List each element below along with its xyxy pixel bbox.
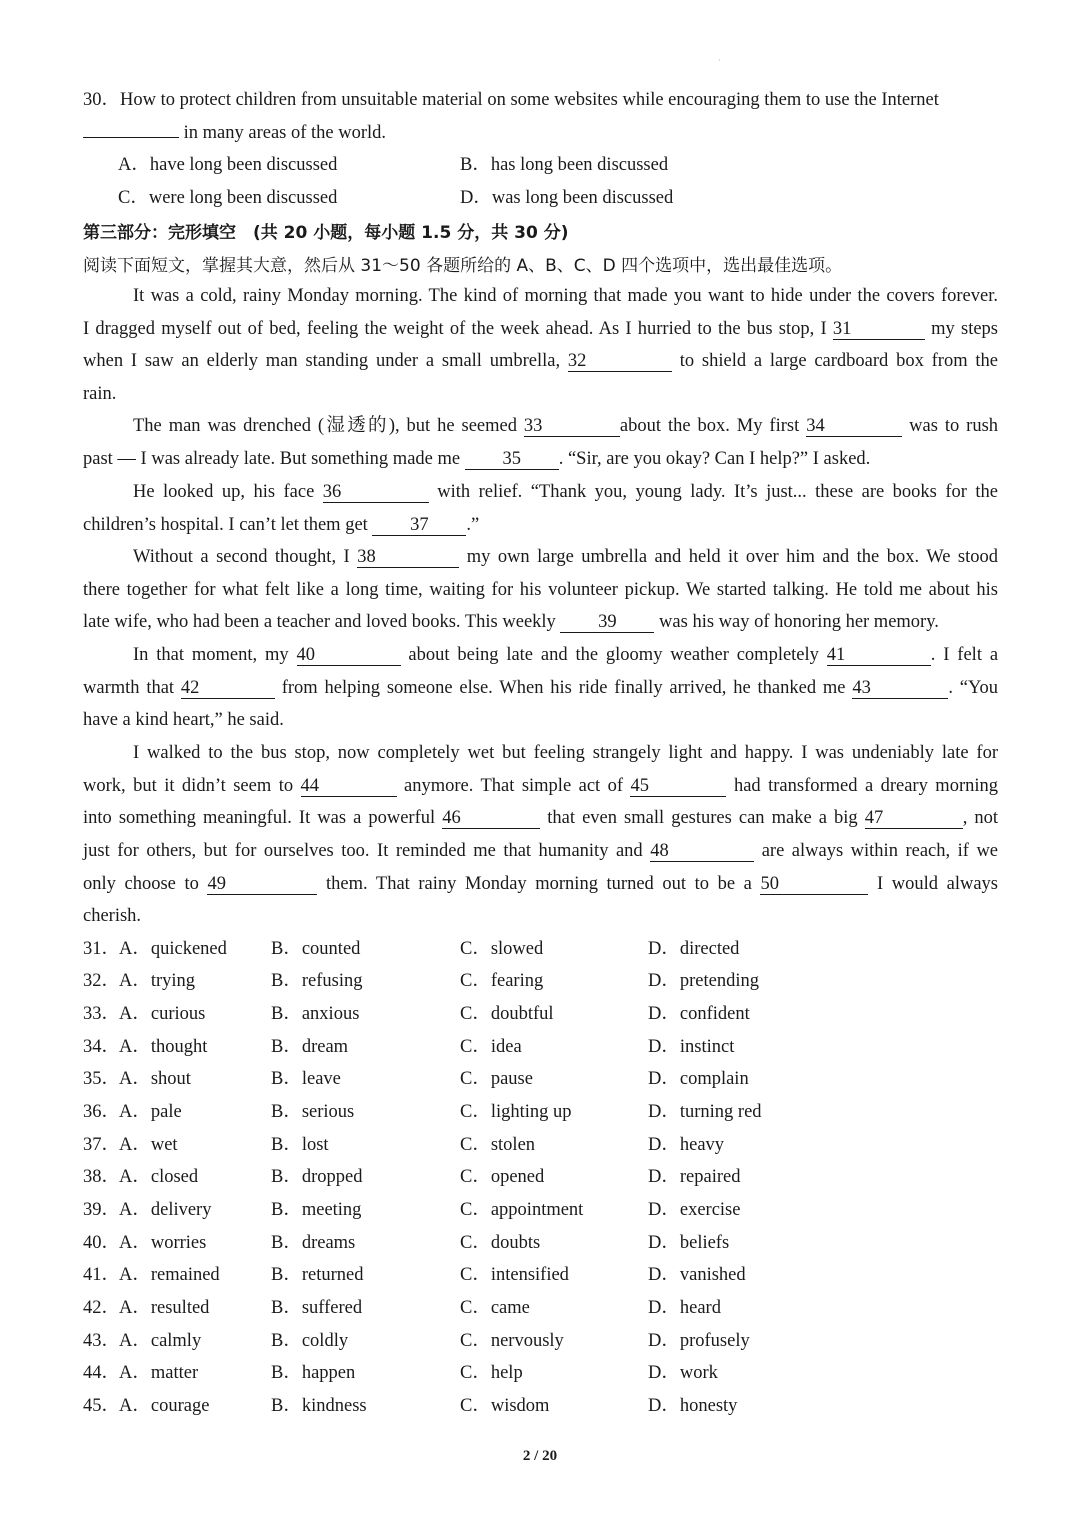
option-d[interactable]: D．heavy: [648, 1135, 725, 1155]
q30-blank: [83, 137, 179, 138]
option-d[interactable]: D．work: [648, 1363, 718, 1383]
question-number: 36．: [83, 1102, 121, 1122]
option-d[interactable]: D．profusely: [648, 1331, 750, 1351]
option-d[interactable]: D．beliefs: [648, 1233, 730, 1253]
option-b[interactable]: B．happen: [271, 1363, 356, 1383]
option-a[interactable]: A．courage: [119, 1396, 210, 1416]
option-c[interactable]: C．wisdom: [460, 1396, 550, 1416]
option-a[interactable]: A．remained: [119, 1265, 220, 1285]
q30-option-c[interactable]: C．were long been discussed: [118, 188, 338, 208]
passage-line: children’s hospital. I can’t let them get 37 .”: [83, 515, 480, 535]
option-a[interactable]: A．closed: [119, 1167, 199, 1187]
q30-option-b[interactable]: B．has long been discussed: [460, 155, 669, 175]
passage-line: I dragged myself out of bed, feeling the weight of the week ahead. As I hurried to the bus stop, I 31 my steps: [83, 319, 998, 339]
section-instruction: 阅读下面短文，掌握其大意，然后从 31～50 各题所给的 A、B、C、D 四个选项中，选出最佳选项。: [83, 256, 843, 276]
option-b[interactable]: B．anxious: [271, 1004, 360, 1024]
option-c[interactable]: C．slowed: [460, 939, 544, 959]
question-number: 37．: [83, 1135, 121, 1155]
option-b[interactable]: B．dream: [271, 1037, 349, 1057]
blank-46[interactable]: 46: [442, 808, 540, 829]
passage-line: only choose to 49 them. That rainy Monday morning turned out to be a 50 I would always: [83, 874, 999, 894]
q30-stem-line-2: [83, 122, 386, 144]
passage-line: have a kind heart,” he said.: [83, 710, 284, 730]
question-number: 34．: [83, 1037, 121, 1057]
option-c[interactable]: C．help: [460, 1363, 523, 1383]
option-a[interactable]: A．thought: [119, 1037, 208, 1057]
option-b[interactable]: B．serious: [271, 1102, 355, 1122]
option-c[interactable]: C．opened: [460, 1167, 545, 1187]
option-d[interactable]: D．vanished: [648, 1265, 746, 1285]
option-c[interactable]: C．intensified: [460, 1265, 569, 1285]
option-d[interactable]: D．directed: [648, 939, 740, 959]
option-d[interactable]: D．instinct: [648, 1037, 735, 1057]
option-d[interactable]: D．turning red: [648, 1102, 762, 1122]
option-c[interactable]: C．came: [460, 1298, 530, 1318]
option-a[interactable]: A．resulted: [119, 1298, 210, 1318]
option-c[interactable]: C．pause: [460, 1069, 533, 1089]
passage-line: rain.: [83, 384, 117, 404]
blank-38[interactable]: 38: [357, 547, 459, 568]
option-a[interactable]: A．trying: [119, 971, 196, 991]
option-b[interactable]: B．dropped: [271, 1167, 363, 1187]
question-number: 41．: [83, 1265, 121, 1285]
question-number: 43．: [83, 1331, 121, 1351]
blank-37[interactable]: 37: [372, 515, 466, 536]
option-b[interactable]: B．dreams: [271, 1233, 356, 1253]
option-b[interactable]: B．leave: [271, 1069, 341, 1089]
passage-line: into something meaningful. It was a powerful 46 that even small gestures can make a big 47 , not: [83, 808, 999, 828]
passage-line: The man was drenched (湿透的), but he seemed 33 about the box. My first 34 was to rush: [133, 416, 999, 436]
passage-line: I walked to the bus stop, now completely wet but feeling strangely light and happy. I was undeniably late for: [133, 743, 998, 763]
section-heading: 第三部分：完形填空 (共 20 小题，每小题 1.5 分，共 30 分): [83, 223, 569, 243]
passage-line: Without a second thought, I 38 my own large umbrella and held it over him and the box. We stood: [133, 547, 998, 567]
blank-43[interactable]: 43: [852, 678, 948, 699]
option-b[interactable]: B．meeting: [271, 1200, 362, 1220]
blank-41[interactable]: 41: [827, 645, 931, 666]
passage-line: when I saw an elderly man standing under a small umbrella, 32 to shield a large cardboard box from the: [83, 351, 998, 371]
option-a[interactable]: A．worries: [119, 1233, 207, 1253]
option-d[interactable]: D．repaired: [648, 1167, 741, 1187]
option-a[interactable]: A．curious: [119, 1004, 206, 1024]
option-b[interactable]: B．kindness: [271, 1396, 367, 1416]
option-c[interactable]: C．doubts: [460, 1233, 541, 1253]
passage-line: In that moment, my 40 about being late and the gloomy weather completely 41 . I felt a: [133, 645, 999, 665]
blank-50[interactable]: 50: [760, 874, 868, 895]
q30-option-a[interactable]: A．have long been discussed: [118, 155, 338, 175]
passage-line: He looked up, his face 36 with relief. “Thank you, young lady. It’s just... these are books for the: [133, 482, 998, 502]
blank-44[interactable]: 44: [301, 776, 397, 797]
option-b[interactable]: B．lost: [271, 1135, 329, 1155]
blank-39[interactable]: 39: [560, 612, 654, 633]
blank-42[interactable]: 42: [181, 678, 275, 699]
blank-33[interactable]: 33: [524, 416, 620, 437]
option-a[interactable]: A．delivery: [119, 1200, 212, 1220]
blank-49[interactable]: 49: [207, 874, 317, 895]
question-number: 35．: [83, 1069, 121, 1089]
blank-36[interactable]: 36: [323, 482, 429, 503]
option-c[interactable]: C．fearing: [460, 971, 544, 991]
page-number: 2 / 20: [522, 1448, 558, 1464]
question-number: 45．: [83, 1396, 121, 1416]
blank-40[interactable]: 40: [297, 645, 401, 666]
question-number: 33．: [83, 1004, 121, 1024]
passage-line: past — I was already late. But something made me 35 . “Sir, are you okay? Can I help?” I asked.: [83, 449, 871, 469]
option-d[interactable]: D．heard: [648, 1298, 721, 1318]
option-d[interactable]: D．complain: [648, 1069, 749, 1089]
question-number: 44．: [83, 1363, 121, 1383]
scan-mark: ·: [718, 56, 721, 65]
option-b[interactable]: B．suffered: [271, 1298, 363, 1318]
option-b[interactable]: B．counted: [271, 939, 361, 959]
option-a[interactable]: A．pale: [119, 1102, 182, 1122]
passage-line: cherish.: [83, 906, 142, 926]
option-a[interactable]: A．matter: [119, 1363, 199, 1383]
blank-34[interactable]: 34: [806, 416, 902, 437]
option-d[interactable]: D．confident: [648, 1004, 750, 1024]
option-b[interactable]: B．returned: [271, 1265, 364, 1285]
question-number: 32．: [83, 971, 121, 991]
blank-31[interactable]: 31: [833, 319, 925, 340]
question-number: 39．: [83, 1200, 121, 1220]
passage-line: there together for what felt like a long time, waiting for his volunteer pickup. We started talking. He told me about his: [83, 580, 998, 600]
passage-line: work, but it didn’t seem to 44 anymore. That simple act of 45 had transformed a dreary morning: [83, 776, 998, 796]
passage-line: warmth that 42 from helping someone else. When his ride finally arrived, he thanked me 43 . “You: [83, 678, 998, 698]
option-b[interactable]: B．coldly: [271, 1331, 349, 1351]
option-c[interactable]: C．appointment: [460, 1200, 584, 1220]
blank-45[interactable]: 45: [630, 776, 726, 797]
question-number: 31．: [83, 939, 121, 959]
q30-option-d[interactable]: D．was long been discussed: [460, 188, 674, 208]
blank-32[interactable]: 32: [568, 351, 672, 372]
option-d[interactable]: D．honesty: [648, 1396, 738, 1416]
option-c[interactable]: C．stolen: [460, 1135, 536, 1155]
option-c[interactable]: C．idea: [460, 1037, 522, 1057]
blank-35[interactable]: 35: [465, 449, 559, 470]
question-number: 38．: [83, 1167, 121, 1187]
question-number: 40．: [83, 1233, 121, 1253]
option-a[interactable]: A．shout: [119, 1069, 191, 1089]
option-d[interactable]: D．pretending: [648, 971, 759, 991]
q30-stem-tail: in many areas of the world.: [183, 123, 387, 143]
passage-line: It was a cold, rainy Monday morning. The kind of morning that made you want to hide under the covers forever.: [133, 286, 998, 306]
option-d[interactable]: D．exercise: [648, 1200, 741, 1220]
q30-stem-line-1: 30．How to protect children from unsuitable material on some websites while encouraging them to use the Internet: [83, 90, 939, 110]
blank-47[interactable]: 47: [865, 808, 963, 829]
option-b[interactable]: B．refusing: [271, 971, 363, 991]
option-a[interactable]: A．wet: [119, 1135, 178, 1155]
question-number: 42．: [83, 1298, 121, 1318]
passage-line: just for others, but for ourselves too. It reminded me that humanity and 48 are always within reach, if we: [83, 841, 999, 861]
option-c[interactable]: C．nervously: [460, 1331, 564, 1351]
option-c[interactable]: C．doubtful: [460, 1004, 554, 1024]
option-c[interactable]: C．lighting up: [460, 1102, 572, 1122]
blank-48[interactable]: 48: [650, 841, 754, 862]
passage-line: late wife, who had been a teacher and loved books. This weekly 39 was his way of honoring her memory.: [83, 612, 939, 632]
option-a[interactable]: A．quickened: [119, 939, 227, 959]
option-a[interactable]: A．calmly: [119, 1331, 202, 1351]
